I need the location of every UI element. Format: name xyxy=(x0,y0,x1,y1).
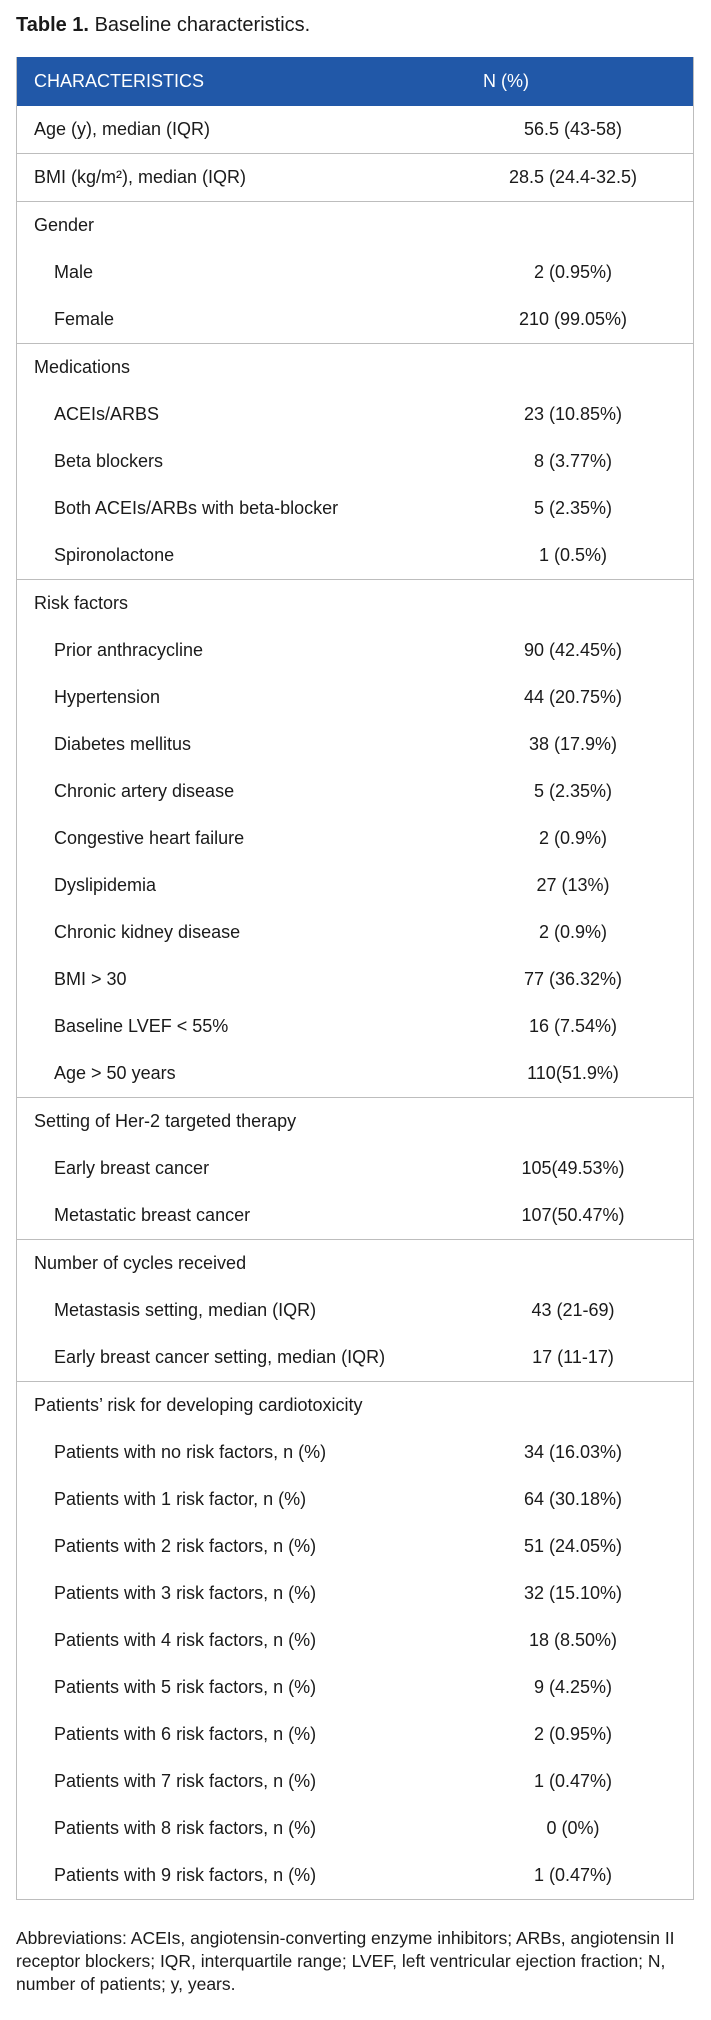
table-row-heading xyxy=(17,580,693,627)
row-value: 2 (0.95%) xyxy=(533,1724,613,1744)
row-label: Age > 50 years xyxy=(54,1063,176,1083)
row-group xyxy=(17,106,693,153)
table-row xyxy=(17,627,693,674)
row-group xyxy=(17,201,693,343)
row-value: 2 (0.9%) xyxy=(538,828,608,848)
table-row xyxy=(17,1050,693,1097)
table-caption xyxy=(16,10,310,40)
table-row xyxy=(17,1711,693,1758)
row-value: 0 (0%) xyxy=(546,1818,600,1838)
row-label: Risk factors xyxy=(34,593,129,613)
row-label: Beta blockers xyxy=(54,451,164,471)
table-row xyxy=(17,674,693,721)
table-row xyxy=(17,1476,693,1523)
row-value: 23 (10.85%) xyxy=(523,404,623,424)
row-label: Early breast cancer setting, median (IQR) xyxy=(54,1347,386,1367)
row-value: 2 (0.95%) xyxy=(533,262,613,282)
row-label: Patients with 1 risk factor, n (%) xyxy=(54,1489,307,1509)
header-characteristics: CHARACTERISTICS xyxy=(34,71,205,91)
row-label: BMI (kg/m²), median (IQR) xyxy=(34,167,247,187)
row-value: 44 (20.75%) xyxy=(523,687,623,707)
row-label: Both ACEIs/ARBs with beta-blocker xyxy=(54,498,339,518)
table-row xyxy=(17,1145,693,1192)
row-label: Chronic kidney disease xyxy=(54,922,241,942)
table-row-heading xyxy=(17,154,693,201)
row-group xyxy=(17,579,693,1097)
table-row xyxy=(17,909,693,956)
row-label: Metastatic breast cancer xyxy=(54,1205,251,1225)
table-body xyxy=(17,106,693,1899)
row-label: Spironolactone xyxy=(54,545,175,565)
row-label: Early breast cancer xyxy=(54,1158,210,1178)
table-caption-title: Baseline characteristics. xyxy=(94,14,311,36)
row-value: 5 (2.35%) xyxy=(533,498,613,518)
row-label: Congestive heart failure xyxy=(54,828,245,848)
row-label: ACEIs/ARBS xyxy=(54,404,160,424)
table-row xyxy=(17,1192,693,1239)
row-value: 32 (15.10%) xyxy=(523,1583,623,1603)
row-value: 105(49.53%) xyxy=(521,1158,625,1178)
table-row-heading xyxy=(17,1240,693,1287)
row-label: Patients with 2 risk factors, n (%) xyxy=(54,1536,317,1556)
table-row xyxy=(17,1523,693,1570)
row-label: Diabetes mellitus xyxy=(54,734,192,754)
table-row xyxy=(17,1003,693,1050)
row-label: Hypertension xyxy=(54,687,161,707)
table-row xyxy=(17,1570,693,1617)
row-label: Setting of Her-2 targeted therapy xyxy=(34,1111,297,1131)
row-value: 1 (0.47%) xyxy=(533,1865,613,1885)
table-row xyxy=(17,249,693,296)
table-row xyxy=(17,485,693,532)
row-label: Metastasis setting, median (IQR) xyxy=(54,1300,317,1320)
table-row xyxy=(17,1758,693,1805)
table-row xyxy=(17,862,693,909)
table-row-heading xyxy=(17,106,693,153)
table-row xyxy=(17,296,693,343)
row-value: 8 (3.77%) xyxy=(533,451,613,471)
row-label: Medications xyxy=(34,357,131,377)
row-label: Gender xyxy=(34,215,95,235)
row-value: 43 (21-69) xyxy=(531,1300,615,1320)
row-value: 210 (99.05%) xyxy=(518,309,628,329)
row-value: 64 (30.18%) xyxy=(523,1489,623,1509)
table-header xyxy=(17,57,693,106)
row-label: Patients with 3 risk factors, n (%) xyxy=(54,1583,317,1603)
row-label: Patients with 7 risk factors, n (%) xyxy=(54,1771,317,1791)
row-value: 17 (11-17) xyxy=(532,1347,614,1367)
table-row-heading xyxy=(17,202,693,249)
row-label: Patients with no risk factors, n (%) xyxy=(54,1442,327,1462)
row-label: Patients with 6 risk factors, n (%) xyxy=(54,1724,317,1744)
table-row xyxy=(17,1287,693,1334)
row-value: 107(50.47%) xyxy=(521,1205,625,1225)
row-label: Patients’ risk for developing cardiotoxicity xyxy=(34,1395,363,1415)
table-row xyxy=(17,1805,693,1852)
row-label: BMI > 30 xyxy=(54,969,127,989)
table-row xyxy=(17,438,693,485)
row-label: Patients with 4 risk factors, n (%) xyxy=(54,1630,317,1650)
row-value: 1 (0.5%) xyxy=(538,545,608,565)
row-group xyxy=(17,153,693,201)
table-row xyxy=(17,532,693,579)
row-label: Chronic artery disease xyxy=(54,781,235,801)
row-label: Age (y), median (IQR) xyxy=(34,119,211,139)
row-value: 2 (0.9%) xyxy=(538,922,608,942)
row-value: 9 (4.25%) xyxy=(533,1677,613,1697)
table-caption-label: Table 1. xyxy=(16,14,89,36)
row-value: 34 (16.03%) xyxy=(523,1442,623,1462)
row-value: 77 (36.32%) xyxy=(523,969,623,989)
table-row-heading xyxy=(17,1098,693,1145)
table-row-heading xyxy=(17,1382,693,1429)
table-row xyxy=(17,815,693,862)
row-value: 5 (2.35%) xyxy=(533,781,613,801)
row-label: Male xyxy=(54,262,94,282)
table-row xyxy=(17,721,693,768)
table-footnote: Abbreviations: ACEIs, angiotensin-converting enzyme inhibitors; ARBs, angiotensin II receptor blockers; IQR, interquartile range; LVEF, left ventricular ejection fraction; N, number of patients; y, years. xyxy=(16,1928,675,1994)
row-value: 90 (42.45%) xyxy=(523,640,623,660)
row-label: Baseline LVEF < 55% xyxy=(54,1016,229,1036)
table-row xyxy=(17,1429,693,1476)
table-row xyxy=(17,391,693,438)
row-value: 27 (13%) xyxy=(536,875,610,895)
table-row xyxy=(17,1617,693,1664)
row-label: Number of cycles received xyxy=(34,1253,247,1273)
baseline-characteristics-table xyxy=(16,57,694,1900)
row-label: Dyslipidemia xyxy=(54,875,157,895)
header-n-percent: N (%) xyxy=(483,71,529,91)
table-row xyxy=(17,956,693,1003)
row-group xyxy=(17,1239,693,1381)
table-row xyxy=(17,1334,693,1381)
row-value: 16 (7.54%) xyxy=(528,1016,618,1036)
table-row xyxy=(17,1852,693,1899)
table-row xyxy=(17,1664,693,1711)
table-row-heading xyxy=(17,344,693,391)
table-row xyxy=(17,768,693,815)
row-value: 18 (8.50%) xyxy=(528,1630,618,1650)
row-label: Patients with 9 risk factors, n (%) xyxy=(54,1865,317,1885)
row-label: Patients with 5 risk factors, n (%) xyxy=(54,1677,317,1697)
row-value: 51 (24.05%) xyxy=(523,1536,623,1556)
row-group xyxy=(17,1381,693,1899)
row-value: 110(51.9%) xyxy=(527,1063,619,1083)
row-value: 28.5 (24.4-32.5) xyxy=(508,167,638,187)
row-group xyxy=(17,1097,693,1239)
row-value: 1 (0.47%) xyxy=(533,1771,613,1791)
row-value: 38 (17.9%) xyxy=(528,734,618,754)
row-group xyxy=(17,343,693,579)
row-label: Patients with 8 risk factors, n (%) xyxy=(54,1818,317,1838)
row-label: Prior anthracycline xyxy=(54,640,204,660)
row-value: 56.5 (43-58) xyxy=(523,119,623,139)
row-label: Female xyxy=(54,309,115,329)
